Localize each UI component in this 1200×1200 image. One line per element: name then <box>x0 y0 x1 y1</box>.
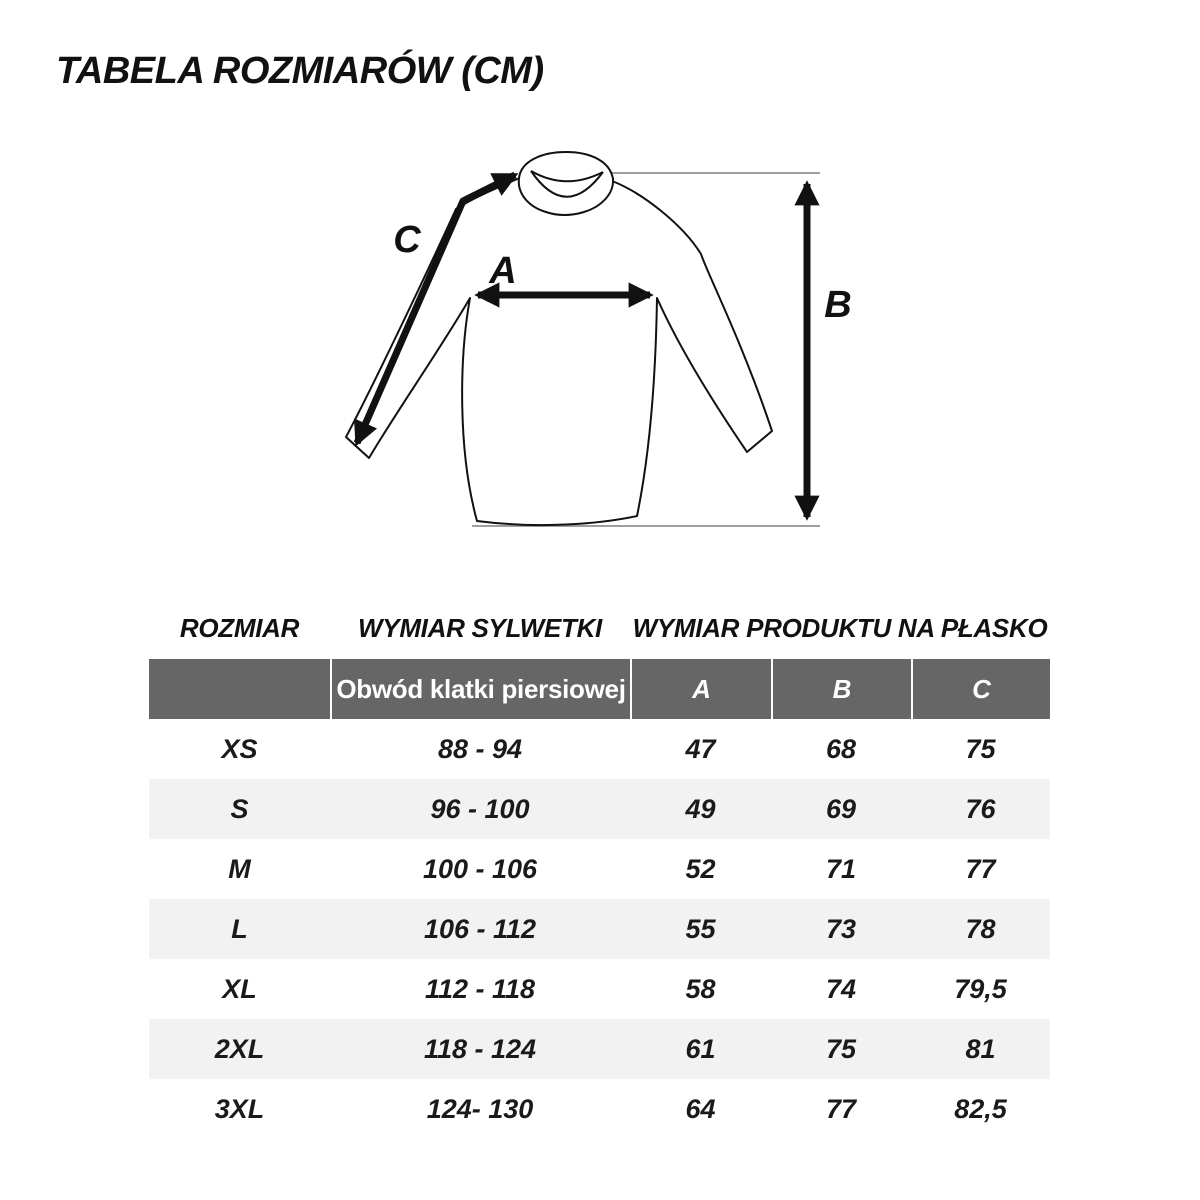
value-b: 75 <box>771 1019 911 1079</box>
value-b: 77 <box>771 1079 911 1139</box>
value-b: 68 <box>771 719 911 779</box>
header-cell-b: B <box>771 659 911 719</box>
value-a: 52 <box>630 839 771 899</box>
value-b: 71 <box>771 839 911 899</box>
chest-range: 124- 130 <box>330 1079 630 1139</box>
header-cell-size <box>149 659 330 719</box>
value-a: 64 <box>630 1079 771 1139</box>
size-label: 2XL <box>149 1019 330 1079</box>
chest-range: 96 - 100 <box>330 779 630 839</box>
value-c: 78 <box>911 899 1050 959</box>
group-header-product-flat: WYMIAR PRODUKTU NA PŁASKO <box>632 613 1048 643</box>
header-cell-a: A <box>630 659 771 719</box>
value-c: 77 <box>911 839 1050 899</box>
value-c: 81 <box>911 1019 1050 1079</box>
size-table <box>149 659 1050 1139</box>
group-header-body-measure: WYMIAR SYLWETKI <box>358 613 602 643</box>
value-b: 73 <box>771 899 911 959</box>
page-title: TABELA ROZMIARÓW (CM) <box>56 50 544 92</box>
size-label: M <box>149 839 330 899</box>
value-a: 58 <box>630 959 771 1019</box>
group-header-size: ROZMIAR <box>179 613 300 643</box>
size-label: XL <box>149 959 330 1019</box>
diagram-label-a: A <box>489 250 517 292</box>
header-cell-chest: Obwód klatki piersiowej <box>330 659 630 719</box>
value-b: 74 <box>771 959 911 1019</box>
value-c: 82,5 <box>911 1079 1050 1139</box>
chest-range: 88 - 94 <box>330 719 630 779</box>
value-a: 61 <box>630 1019 771 1079</box>
shirt-collar <box>519 152 613 215</box>
size-label: L <box>149 899 330 959</box>
size-label: 3XL <box>149 1079 330 1139</box>
size-label: XS <box>149 719 330 779</box>
value-c: 79,5 <box>911 959 1050 1019</box>
header-cell-c: C <box>911 659 1050 719</box>
value-b: 69 <box>771 779 911 839</box>
shirt-measurement-diagram <box>0 0 1200 580</box>
value-a: 47 <box>630 719 771 779</box>
size-label: S <box>149 779 330 839</box>
diagram-label-c: C <box>393 219 421 261</box>
value-a: 49 <box>630 779 771 839</box>
chest-range: 112 - 118 <box>330 959 630 1019</box>
value-a: 55 <box>630 899 771 959</box>
chest-range: 118 - 124 <box>330 1019 630 1079</box>
diagram-label-b: B <box>824 284 852 326</box>
value-c: 75 <box>911 719 1050 779</box>
chest-range: 106 - 112 <box>330 899 630 959</box>
chest-range: 100 - 106 <box>330 839 630 899</box>
value-c: 76 <box>911 779 1050 839</box>
